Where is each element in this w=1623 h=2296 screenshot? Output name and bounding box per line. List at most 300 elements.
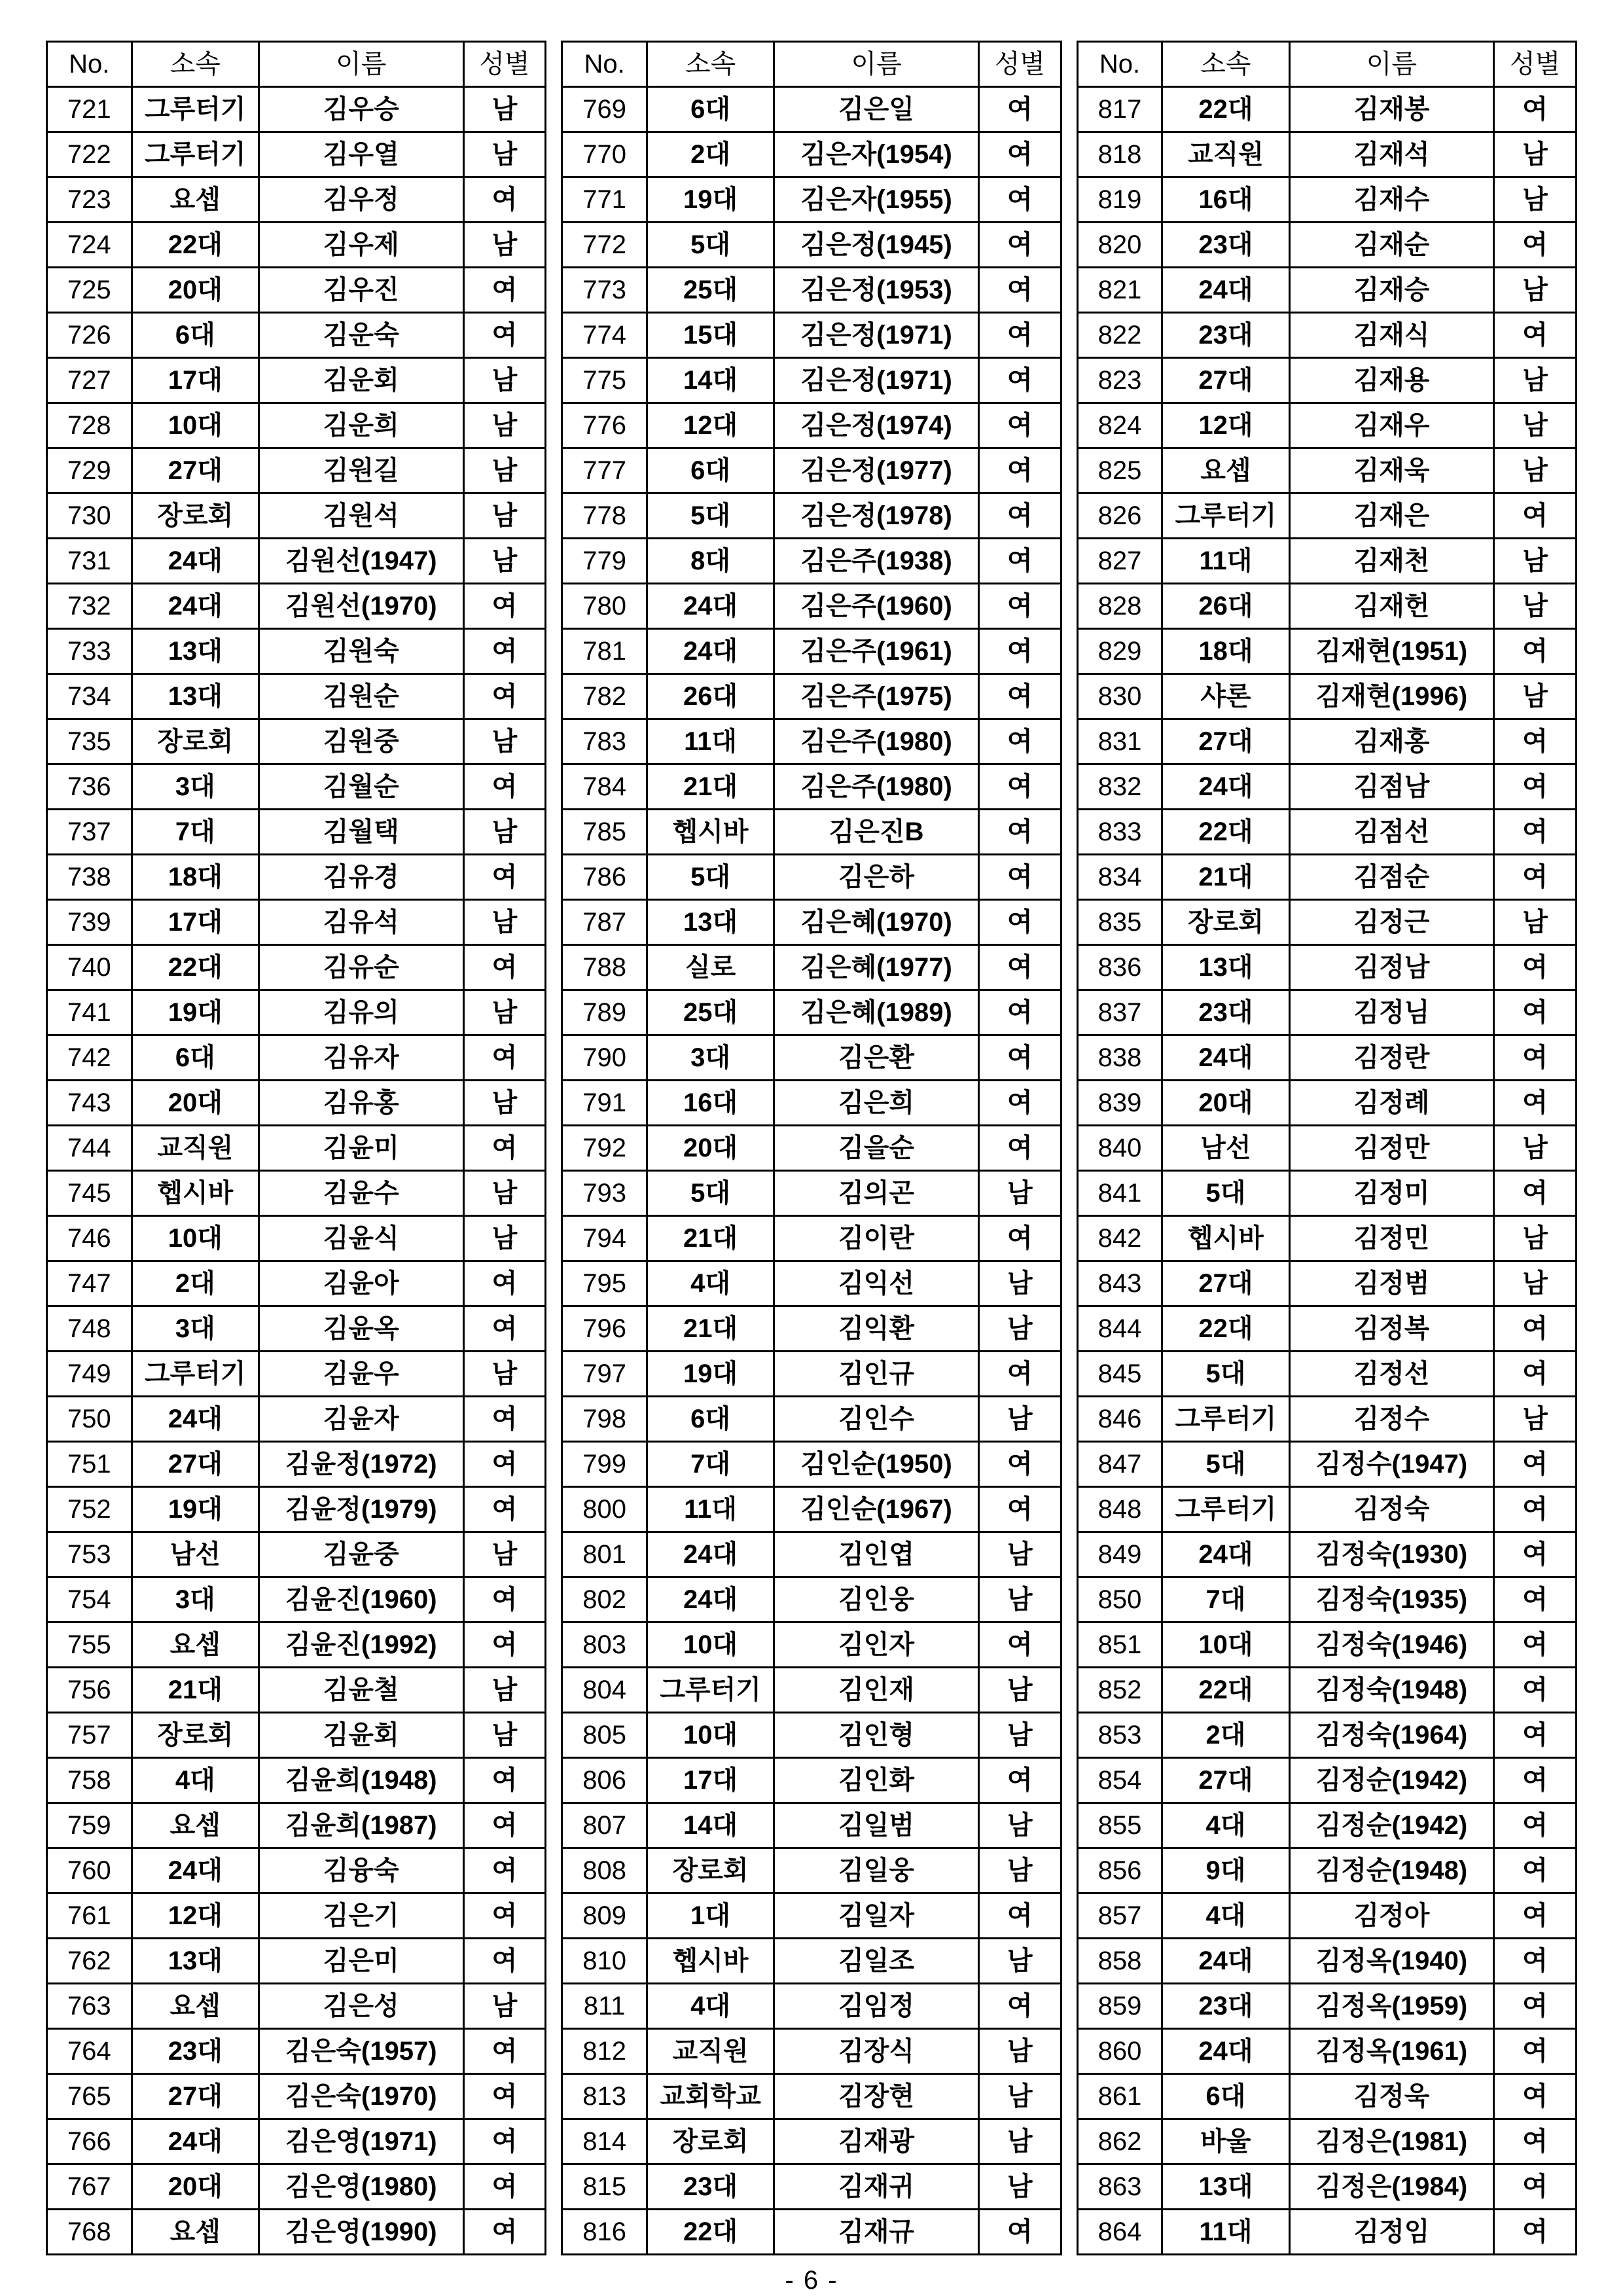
table-row (562, 87, 1061, 132)
column-header-org: 소속 (132, 42, 259, 87)
cell-sex: 여 (978, 313, 1061, 358)
cell-no: 804 (562, 1668, 647, 1713)
cell-org: 교직원 (1162, 132, 1289, 177)
cell-sex: 여 (978, 448, 1061, 493)
cell-org: 24대 (132, 539, 259, 584)
table-row (1077, 1848, 1576, 1893)
cell-no: 728 (47, 403, 132, 448)
cell-no: 722 (47, 132, 132, 177)
cell-sex: 남 (1494, 1261, 1577, 1306)
cell-sex: 남 (978, 2119, 1061, 2164)
cell-org: 22대 (647, 2210, 774, 2255)
table-row (47, 855, 546, 900)
cell-no: 781 (562, 629, 647, 674)
table-row (47, 1035, 546, 1081)
cell-org: 6대 (132, 313, 259, 358)
cell-org: 요셉 (1162, 448, 1289, 493)
cell-no: 803 (562, 1623, 647, 1668)
cell-no: 842 (1077, 1216, 1162, 1261)
cell-org: 10대 (1162, 1623, 1289, 1668)
cell-org: 1대 (647, 1893, 774, 1939)
cell-no: 752 (47, 1487, 132, 1532)
cell-no: 772 (562, 223, 647, 268)
table-row (47, 1397, 546, 1442)
cell-name: 김정숙(1948) (1289, 1668, 1494, 1713)
cell-org: 21대 (647, 1216, 774, 1261)
table-row (562, 313, 1061, 358)
cell-sex: 여 (1494, 1171, 1577, 1216)
table-row (562, 1487, 1061, 1532)
cell-no: 806 (562, 1758, 647, 1803)
cell-org: 6대 (1162, 2074, 1289, 2119)
cell-no: 843 (1077, 1261, 1162, 1306)
cell-no: 762 (47, 1939, 132, 1984)
cell-no: 766 (47, 2119, 132, 2164)
cell-no: 789 (562, 990, 647, 1035)
cell-no: 826 (1077, 493, 1162, 539)
cell-org: 4대 (132, 1758, 259, 1803)
table-row (47, 223, 546, 268)
cell-name: 김정범 (1289, 1261, 1494, 1306)
table-row (562, 1803, 1061, 1848)
cell-sex: 여 (1494, 855, 1577, 900)
table-row (562, 1848, 1061, 1893)
cell-sex: 여 (463, 2164, 546, 2210)
cell-no: 761 (47, 1893, 132, 1939)
cell-org: 26대 (647, 674, 774, 719)
cell-name: 김정옥(1959) (1289, 1984, 1494, 2029)
cell-org: 그루터기 (1162, 1487, 1289, 1532)
cell-name: 김우승 (259, 87, 463, 132)
cell-org: 그루터기 (132, 132, 259, 177)
cell-name: 김은성 (259, 1984, 463, 2029)
table-row (47, 1668, 546, 1713)
table-row (47, 1216, 546, 1261)
cell-sex: 남 (1494, 539, 1577, 584)
cell-no: 832 (1077, 764, 1162, 810)
cell-no: 782 (562, 674, 647, 719)
cell-no: 739 (47, 900, 132, 945)
table-row (562, 900, 1061, 945)
cell-sex: 여 (463, 177, 546, 223)
table-row (562, 1984, 1061, 2029)
cell-no: 818 (1077, 132, 1162, 177)
cell-org: 17대 (132, 900, 259, 945)
table-row (562, 1352, 1061, 1397)
cell-no: 801 (562, 1532, 647, 1577)
table-row (1077, 1532, 1576, 1577)
cell-no: 797 (562, 1352, 647, 1397)
cell-org: 24대 (647, 1532, 774, 1577)
table-row (562, 177, 1061, 223)
cell-org: 6대 (647, 1397, 774, 1442)
cell-name: 김정례 (1289, 1081, 1494, 1126)
table-row (47, 1848, 546, 1893)
cell-no: 754 (47, 1577, 132, 1623)
table-row (1077, 2164, 1576, 2210)
cell-name: 김정숙(1964) (1289, 1713, 1494, 1758)
cell-org: 24대 (132, 584, 259, 629)
cell-name: 김은자(1955) (774, 177, 979, 223)
cell-sex: 여 (1494, 810, 1577, 855)
table-row (562, 1758, 1061, 1803)
cell-sex: 여 (978, 268, 1061, 313)
table-row (1077, 358, 1576, 403)
cell-sex: 여 (463, 2074, 546, 2119)
cell-org: 2대 (132, 1261, 259, 1306)
cell-sex: 남 (978, 1171, 1061, 1216)
cell-name: 김은정(1971) (774, 358, 979, 403)
cell-sex: 여 (1494, 1758, 1577, 1803)
table-row (1077, 493, 1576, 539)
cell-no: 795 (562, 1261, 647, 1306)
cell-org: 23대 (1162, 1984, 1289, 2029)
cell-name: 김정욱 (1289, 2074, 1494, 2119)
cell-name: 김은영(1990) (259, 2210, 463, 2255)
table-row (562, 2074, 1061, 2119)
cell-sex: 여 (1494, 1893, 1577, 1939)
cell-name: 김유의 (259, 990, 463, 1035)
table-row (1077, 1397, 1576, 1442)
table-row (47, 2029, 546, 2074)
cell-sex: 여 (1494, 1442, 1577, 1487)
cell-sex: 남 (463, 1668, 546, 1713)
table-row (562, 719, 1061, 764)
table-row (1077, 1577, 1576, 1623)
cell-no: 743 (47, 1081, 132, 1126)
cell-name: 김인순(1967) (774, 1487, 979, 1532)
table-row (1077, 539, 1576, 584)
cell-no: 807 (562, 1803, 647, 1848)
cell-sex: 남 (978, 1713, 1061, 1758)
cell-no: 815 (562, 2164, 647, 2210)
cell-org: 23대 (132, 2029, 259, 2074)
cell-no: 860 (1077, 2029, 1162, 2074)
cell-name: 김재천 (1289, 539, 1494, 584)
cell-sex: 여 (463, 1803, 546, 1848)
cell-name: 김재우 (1289, 403, 1494, 448)
cell-sex: 여 (463, 1487, 546, 1532)
cell-org: 교직원 (647, 2029, 774, 2074)
cell-sex: 여 (1494, 1532, 1577, 1577)
cell-name: 김정숙(1930) (1289, 1532, 1494, 1577)
cell-sex: 남 (463, 1081, 546, 1126)
cell-name: 김은숙(1957) (259, 2029, 463, 2074)
cell-org: 13대 (132, 1939, 259, 1984)
cell-org: 21대 (647, 1306, 774, 1352)
cell-sex: 남 (463, 1171, 546, 1216)
roster-column-block (1077, 41, 1577, 2255)
cell-sex: 남 (463, 1352, 546, 1397)
cell-no: 852 (1077, 1668, 1162, 1713)
cell-name: 김은주(1961) (774, 629, 979, 674)
cell-org: 장로회 (647, 1848, 774, 1893)
cell-name: 김정미 (1289, 1171, 1494, 1216)
table-row (1077, 674, 1576, 719)
cell-org: 4대 (647, 1261, 774, 1306)
cell-name: 김재귀 (774, 2164, 979, 2210)
cell-org: 2대 (1162, 1713, 1289, 1758)
cell-org: 그루터기 (132, 87, 259, 132)
cell-no: 755 (47, 1623, 132, 1668)
table-row (47, 403, 546, 448)
cell-name: 김재광 (774, 2119, 979, 2164)
table-row (47, 2210, 546, 2255)
table-row (47, 1803, 546, 1848)
cell-sex: 여 (463, 1758, 546, 1803)
cell-no: 790 (562, 1035, 647, 1081)
cell-sex: 여 (463, 2029, 546, 2074)
table-row (1077, 2074, 1576, 2119)
cell-org: 21대 (132, 1668, 259, 1713)
cell-org: 24대 (1162, 1939, 1289, 1984)
cell-name: 김원중 (259, 719, 463, 764)
table-row (1077, 268, 1576, 313)
cell-org: 27대 (1162, 1758, 1289, 1803)
cell-sex: 남 (978, 1397, 1061, 1442)
cell-sex: 남 (1494, 1126, 1577, 1171)
cell-name: 김정복 (1289, 1306, 1494, 1352)
cell-org: 남선 (132, 1532, 259, 1577)
table-row (47, 674, 546, 719)
table-row (562, 2210, 1061, 2255)
cell-sex: 여 (463, 313, 546, 358)
cell-no: 736 (47, 764, 132, 810)
cell-sex: 남 (1494, 1216, 1577, 1261)
cell-no: 724 (47, 223, 132, 268)
cell-org: 20대 (132, 1081, 259, 1126)
cell-sex: 남 (1494, 584, 1577, 629)
cell-name: 김일범 (774, 1803, 979, 1848)
table-row (562, 223, 1061, 268)
cell-name: 김운숙 (259, 313, 463, 358)
cell-org: 남선 (1162, 1126, 1289, 1171)
cell-sex: 여 (463, 1577, 546, 1623)
cell-sex: 여 (1494, 990, 1577, 1035)
cell-sex: 여 (978, 1623, 1061, 1668)
cell-org: 15대 (647, 313, 774, 358)
cell-no: 769 (562, 87, 647, 132)
cell-name: 김점남 (1289, 764, 1494, 810)
cell-no: 753 (47, 1532, 132, 1577)
cell-org: 요셉 (132, 1623, 259, 1668)
cell-name: 김은주(1975) (774, 674, 979, 719)
cell-no: 809 (562, 1893, 647, 1939)
cell-sex: 여 (978, 87, 1061, 132)
cell-no: 836 (1077, 945, 1162, 990)
cell-sex: 여 (463, 1848, 546, 1893)
cell-no: 758 (47, 1758, 132, 1803)
cell-name: 김우정 (259, 177, 463, 223)
cell-no: 838 (1077, 1035, 1162, 1081)
cell-org: 19대 (132, 1487, 259, 1532)
cell-sex: 여 (463, 1306, 546, 1352)
cell-name: 김은진B (774, 810, 979, 855)
cell-org: 5대 (647, 493, 774, 539)
table-row (47, 719, 546, 764)
cell-no: 746 (47, 1216, 132, 1261)
cell-org: 그루터기 (132, 1352, 259, 1397)
cell-org: 10대 (132, 403, 259, 448)
cell-sex: 여 (1494, 1306, 1577, 1352)
table-row (1077, 1442, 1576, 1487)
cell-org: 24대 (132, 2119, 259, 2164)
cell-org: 20대 (132, 268, 259, 313)
cell-org: 24대 (1162, 2029, 1289, 2074)
table-row (1077, 945, 1576, 990)
table-row (47, 900, 546, 945)
cell-sex: 여 (1494, 1713, 1577, 1758)
cell-no: 841 (1077, 1171, 1162, 1216)
table-row (47, 1577, 546, 1623)
cell-name: 김익환 (774, 1306, 979, 1352)
cell-org: 3대 (132, 1306, 259, 1352)
table-row (47, 1713, 546, 1758)
cell-no: 738 (47, 855, 132, 900)
table-row (562, 2119, 1061, 2164)
cell-name: 김원숙 (259, 629, 463, 674)
cell-name: 김정숙 (1289, 1487, 1494, 1532)
table-row (47, 1171, 546, 1216)
cell-no: 859 (1077, 1984, 1162, 2029)
cell-sex: 여 (463, 1893, 546, 1939)
table-row (562, 629, 1061, 674)
cell-name: 김윤정(1979) (259, 1487, 463, 1532)
cell-sex: 남 (463, 990, 546, 1035)
cell-sex: 남 (978, 2074, 1061, 2119)
table-row (47, 1532, 546, 1577)
cell-no: 858 (1077, 1939, 1162, 1984)
cell-no: 855 (1077, 1803, 1162, 1848)
cell-org: 24대 (132, 1397, 259, 1442)
cell-name: 김은하 (774, 855, 979, 900)
cell-sex: 남 (463, 358, 546, 403)
cell-no: 827 (1077, 539, 1162, 584)
cell-sex: 여 (1494, 1623, 1577, 1668)
cell-no: 828 (1077, 584, 1162, 629)
cell-sex: 여 (978, 1984, 1061, 2029)
cell-org: 13대 (647, 900, 774, 945)
cell-sex: 여 (978, 1442, 1061, 1487)
cell-no: 788 (562, 945, 647, 990)
cell-no: 820 (1077, 223, 1162, 268)
cell-sex: 여 (978, 855, 1061, 900)
cell-name: 김은자(1954) (774, 132, 979, 177)
cell-no: 840 (1077, 1126, 1162, 1171)
cell-sex: 여 (1494, 1081, 1577, 1126)
cell-org: 12대 (1162, 403, 1289, 448)
cell-name: 김우제 (259, 223, 463, 268)
cell-sex: 여 (463, 1623, 546, 1668)
cell-name: 김은일 (774, 87, 979, 132)
cell-name: 김인형 (774, 1713, 979, 1758)
table-row (1077, 1939, 1576, 1984)
cell-no: 800 (562, 1487, 647, 1532)
cell-org: 그루터기 (1162, 1397, 1289, 1442)
table-row (47, 584, 546, 629)
cell-name: 김재욱 (1289, 448, 1494, 493)
table-row (562, 2164, 1061, 2210)
cell-name: 김은숙(1970) (259, 2074, 463, 2119)
cell-name: 김우열 (259, 132, 463, 177)
cell-sex: 여 (1494, 1939, 1577, 1984)
cell-org: 실로 (647, 945, 774, 990)
cell-org: 2대 (647, 132, 774, 177)
cell-org: 13대 (132, 629, 259, 674)
cell-name: 김정은(1981) (1289, 2119, 1494, 2164)
cell-sex: 남 (463, 1216, 546, 1261)
cell-no: 783 (562, 719, 647, 764)
cell-org: 16대 (1162, 177, 1289, 223)
cell-sex: 여 (1494, 1848, 1577, 1893)
cell-sex: 여 (978, 1352, 1061, 1397)
table-row (47, 177, 546, 223)
cell-org: 27대 (1162, 719, 1289, 764)
cell-name: 김재현(1996) (1289, 674, 1494, 719)
cell-name: 김은주(1980) (774, 719, 979, 764)
cell-name: 김정근 (1289, 900, 1494, 945)
cell-sex: 여 (463, 1442, 546, 1487)
cell-name: 김은영(1971) (259, 2119, 463, 2164)
cell-no: 748 (47, 1306, 132, 1352)
table-row (562, 1442, 1061, 1487)
cell-name: 김유석 (259, 900, 463, 945)
table-row (562, 403, 1061, 448)
table-row (47, 268, 546, 313)
cell-no: 837 (1077, 990, 1162, 1035)
cell-org: 20대 (647, 1126, 774, 1171)
cell-org: 5대 (647, 855, 774, 900)
cell-no: 740 (47, 945, 132, 990)
cell-no: 831 (1077, 719, 1162, 764)
cell-name: 김은미 (259, 1939, 463, 1984)
cell-org: 3대 (132, 764, 259, 810)
cell-org: 11대 (647, 719, 774, 764)
column-header-sex: 성별 (1494, 42, 1577, 87)
table-row (1077, 2029, 1576, 2074)
cell-no: 737 (47, 810, 132, 855)
cell-org: 25대 (647, 268, 774, 313)
cell-no: 757 (47, 1713, 132, 1758)
cell-name: 김윤진(1992) (259, 1623, 463, 1668)
cell-name: 김정님 (1289, 990, 1494, 1035)
cell-sex: 여 (463, 764, 546, 810)
cell-name: 김재승 (1289, 268, 1494, 313)
cell-sex: 남 (978, 1261, 1061, 1306)
cell-org: 4대 (1162, 1893, 1289, 1939)
table-row (47, 313, 546, 358)
table-row (562, 448, 1061, 493)
table-row (1077, 900, 1576, 945)
cell-sex: 여 (1494, 764, 1577, 810)
cell-org: 24대 (1162, 1035, 1289, 1081)
cell-name: 김윤우 (259, 1352, 463, 1397)
cell-org: 27대 (132, 1442, 259, 1487)
cell-sex: 여 (978, 1893, 1061, 1939)
table-row (1077, 1261, 1576, 1306)
cell-no: 727 (47, 358, 132, 403)
table-row (1077, 1713, 1576, 1758)
cell-org: 19대 (647, 1352, 774, 1397)
cell-no: 721 (47, 87, 132, 132)
cell-no: 734 (47, 674, 132, 719)
table-row (562, 1532, 1061, 1577)
table-row (1077, 403, 1576, 448)
cell-org: 헵시바 (1162, 1216, 1289, 1261)
table-row (47, 1758, 546, 1803)
cell-name: 김은정(1953) (774, 268, 979, 313)
cell-org: 22대 (132, 945, 259, 990)
